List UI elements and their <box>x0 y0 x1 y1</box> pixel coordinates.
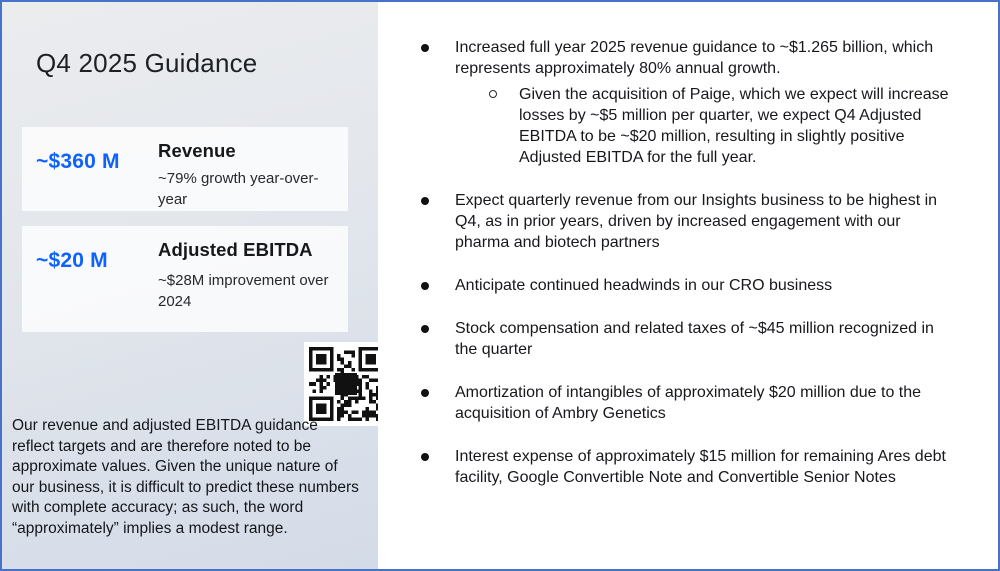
sub-bullet-icon <box>489 90 497 98</box>
bullet-icon <box>421 282 429 290</box>
metric-detail: ~79% growth year-over-year <box>158 170 319 208</box>
bullet-text: Increased full year 2025 revenue guidance to ~$1.265 billion, which represents approximately 80% annual growth. <box>455 39 934 77</box>
page-title: Q4 2025 Guidance <box>36 48 258 78</box>
guidance-details-panel <box>378 2 998 569</box>
bullet-icon <box>421 389 429 397</box>
metric-body <box>158 239 332 320</box>
bullet-item <box>420 275 978 296</box>
metric-card-adjusted-ebitda <box>22 226 348 332</box>
metric-label: Adjusted EBITDA <box>158 239 313 260</box>
disclaimer-text: Our revenue and adjusted EBITDA guidance reflect targets and are therefore noted to be approximate values. Given the unique nature of our business, it is difficult to predict these numbers with complete accuracy; as such, the word “approximately” implies a modest range. <box>12 417 359 537</box>
sub-bullet-list <box>455 84 954 168</box>
sub-bullet-text: Given the acquisition of Paige, which we expect will increase losses by ~$5 million per quarter, we expect Q4 Adjusted EBITDA to be ~$20 million, resulting in slightly positive Adjusted EBITDA for the full year. <box>519 86 949 166</box>
bullet-icon <box>421 325 429 333</box>
bullet-text: Interest expense of approximately $15 million for remaining Ares debt facility, Google Convertible Note and Convertible Senior Notes <box>455 448 946 486</box>
bullet-item <box>420 446 978 488</box>
bullet-text: Amortization of intangibles of approximately $20 million due to the acquisition of Ambry Genetics <box>455 384 922 422</box>
bullet-text: Anticipate continued headwinds in our CRO business <box>455 277 833 294</box>
metric-card-revenue <box>22 127 348 211</box>
metric-label: Revenue <box>158 140 236 161</box>
bullet-text: Expect quarterly revenue from our Insights business to be highest in Q4, as in prior years, driven by increased engagement with our pharma and biotech partners <box>455 192 938 251</box>
bullet-icon <box>421 44 429 52</box>
metric-value: ~$20 M <box>36 249 108 272</box>
sub-bullet-item <box>455 84 954 168</box>
bullet-item <box>420 37 978 168</box>
guidance-bullet-list <box>420 37 978 488</box>
bullet-text: Stock compensation and related taxes of ~$45 million recognized in the quarter <box>455 320 934 358</box>
metric-body <box>158 140 332 208</box>
qr-code <box>304 342 388 426</box>
metric-detail: ~$28M improvement over 2024 <box>158 272 329 310</box>
guidance-summary-panel <box>2 2 378 569</box>
bullet-icon <box>421 197 429 205</box>
bullet-icon <box>421 453 429 461</box>
bullet-item <box>420 382 978 424</box>
metric-value: ~$360 M <box>36 150 120 173</box>
bullet-item <box>420 190 978 253</box>
bullet-item <box>420 318 978 360</box>
